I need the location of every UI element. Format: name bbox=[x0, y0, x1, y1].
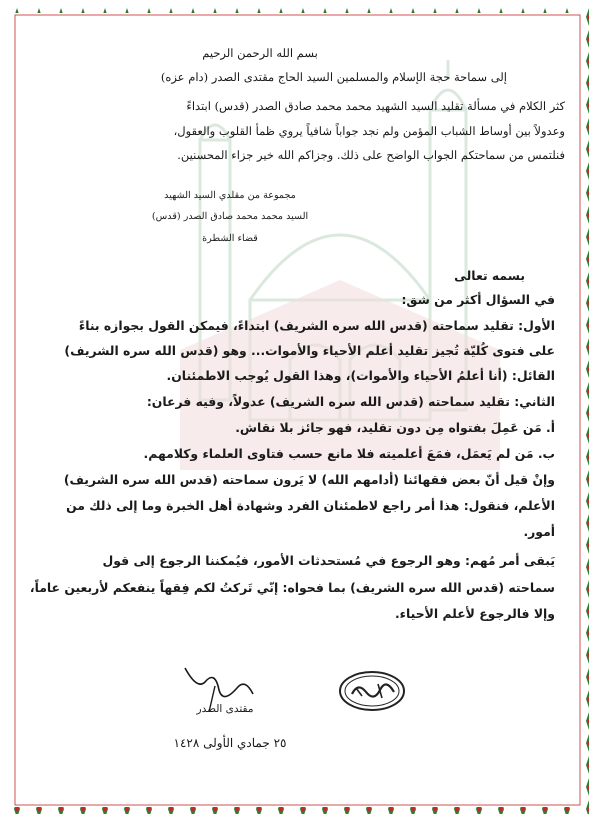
reply-line: الأول: تقليد سماحته (قدس الله سره الشريف) ابتداءً، فيمكن القول بجوازه بناءً bbox=[78, 318, 555, 333]
reply-line: يَبقى أمر مُهم: وهو الرجوع في مُستحدثات الأمور، فيُمكننا الرجوع إلى قول bbox=[102, 553, 555, 568]
letter-line: فنلتمس من سماحتكم الجواب الواضح على ذلك. وجزاكم الله خير جزاء المحسنين. bbox=[177, 148, 565, 162]
reply-line: أمور. bbox=[523, 524, 555, 539]
reply-line: في السؤال أكثر من شق: bbox=[401, 292, 555, 307]
sender-line: السيد محمد محمد صادق الصدر (قدس) bbox=[151, 211, 309, 222]
signature-name: مقتدى الصدر bbox=[196, 703, 254, 715]
signature-mark bbox=[145, 660, 295, 730]
letter-line: كثر الكلام في مسألة تقليد السيد الشهيد محمد محمد صادق الصدر (قدس) ابتداءً bbox=[186, 99, 565, 113]
reply-line: وإنْ قيل أنّ بعض فقهائنا (أدامهم الله) لا يَرون سماحته (قدس الله سره الشريف) bbox=[63, 472, 555, 487]
reply-date: ٢٥ جمادي الأولى ١٤٢٨ bbox=[173, 736, 287, 750]
reply-line: القائل: (أنا أعلمُ الأحياء والأموات)، وهذا القول يُوجب الاطمئنان. bbox=[166, 368, 555, 383]
reply-line: ب. مَن لم يَعمَل، فمَعَ أعلميته فلا مانع حسب فتاوى العلماء وكلامهم. bbox=[143, 446, 555, 461]
reply-line: الثاني: تقليد سماحته (قدس الله سره الشريف) عدولاً، وفيه فرعان: bbox=[146, 394, 555, 409]
reply-line: على فتوى كُليّة تُجيز تقليد أعلم الأحياء والأموات... وهو (قدس الله سره الشريف) bbox=[64, 343, 555, 358]
reply-line: أ. مَن عَمِلَ بفتواه مِن دون تقليد، فهو جائز بلا نقاش. bbox=[235, 420, 555, 435]
basmala: بسم الله الرحمن الرحيم bbox=[202, 46, 318, 60]
reply-opening: بسمه تعالى bbox=[454, 268, 525, 283]
reply-line: وإلا فالرجوع لأعلم الأحياء. bbox=[394, 606, 555, 621]
reply-line: سماحته (قدس الله سره الشريف) بما فحواه: إنّي تَركتُ لكم فِقهاً ينفعكم لأربعين عاماً، bbox=[29, 580, 555, 595]
letter-line: وعدولاً بين أوساط الشباب المؤمن ولم نجد جواباً شافياً يروي ظمأ القلوب والعقول، bbox=[173, 124, 565, 138]
letter-line: إلى سماحة حجة الإسلام والمسلمين السيد الحاج مقتدى الصدر (دام عزه) bbox=[160, 70, 507, 84]
sender-line: مجموعة من مقلدي السيد الشهيد bbox=[164, 190, 296, 201]
reply-line: الأعلم، فنقول: هذا أمر راجع لاطمئنان الفرد وشهادة أهل الخبرة وما إلى ذلك من bbox=[66, 498, 555, 513]
seal-stamp-icon bbox=[338, 670, 406, 712]
sender-line: قضاء الشطرة bbox=[202, 233, 258, 244]
